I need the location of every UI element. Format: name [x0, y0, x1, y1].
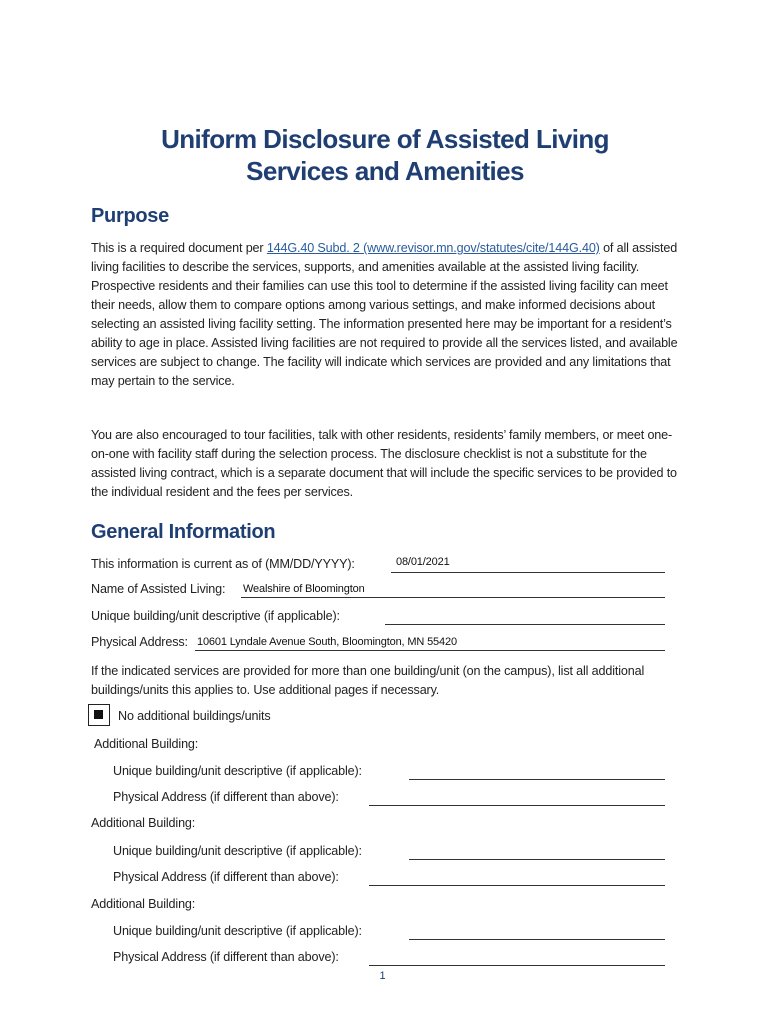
current-as-of-label: This information is current as of (MM/DD/YYYY): [91, 557, 355, 571]
additional-building-1-address-row [113, 786, 665, 806]
purpose-paragraph-1 [91, 239, 681, 391]
unique-building-row [91, 605, 665, 625]
additional-building-1-unique-underline [409, 779, 665, 780]
additional-building-3-address-underline [369, 965, 665, 966]
additional-building-1-address-underline [369, 805, 665, 806]
additional-building-2-address-label: Physical Address (if different than above): [113, 870, 339, 884]
assisted-living-name-row [91, 578, 665, 598]
general-information-heading: General Information [91, 521, 276, 543]
page-number: 1 [379, 970, 386, 982]
additional-building-1-heading: Additional Building: [94, 737, 199, 751]
additional-building-1-unique-row [113, 760, 665, 780]
additional-building-2-unique-row [113, 840, 665, 860]
assisted-living-name-field[interactable]: Wealshire of Bloomington [243, 583, 365, 595]
additional-building-3-unique-underline [409, 939, 665, 940]
current-as-of-field[interactable]: 08/01/2021 [396, 556, 450, 568]
additional-building-3-address-row [113, 946, 665, 966]
additional-building-3-unique-label: Unique building/unit descriptive (if applicable): [113, 924, 362, 938]
current-as-of-row [91, 553, 665, 573]
additional-building-2-unique-underline [409, 859, 665, 860]
additional-building-3-heading: Additional Building: [91, 897, 196, 911]
multiple-buildings-note: If the indicated services are provided for more than one building/unit (on the campus), list all additional buildings/units this applies to. Use additional pages if necessary. [91, 664, 645, 697]
assisted-living-name-label: Name of Assisted Living: [91, 582, 226, 596]
document-title-line-2: Services and Amenities [246, 156, 524, 186]
physical-address-field[interactable]: 10601 Lyndale Avenue South, Bloomington, MN 55420 [197, 636, 457, 648]
additional-building-1-unique-label: Unique building/unit descriptive (if applicable): [113, 764, 362, 778]
document-title-line-1: Uniform Disclosure of Assisted Living [161, 124, 609, 154]
no-additional-buildings-label: No additional buildings/units [118, 709, 271, 723]
assisted-living-name-underline [241, 597, 665, 598]
additional-building-2-address-underline [369, 885, 665, 886]
purpose-heading: Purpose [91, 205, 169, 227]
additional-building-3-unique-row [113, 920, 665, 940]
no-additional-buildings-checkbox[interactable] [88, 704, 110, 726]
additional-building-1-address-label: Physical Address (if different than above): [113, 790, 339, 804]
additional-building-2-address-row [113, 866, 665, 886]
additional-building-3-address-label: Physical Address (if different than above): [113, 950, 339, 964]
purpose-p1-body: of all assisted living facilities to describe the services, supports, and amenities available at the assisted living facility. Prospective residents and their families can use this tool to determine if the assisted living facility can meet their needs, allow them to compare options among various settings, and make informed decisions about selecting an assisted living facility setting. The information presented here may be important for a resident’s ability to age in place. Assisted living facilities are not required to provide all the services listed, and available services are subject to change. The facility will indicate which services are provided and any limitations that may pertain to the service. [91, 241, 678, 388]
physical-address-row [91, 631, 665, 651]
physical-address-underline [195, 650, 665, 651]
additional-building-2-unique-label: Unique building/unit descriptive (if applicable): [113, 844, 362, 858]
statute-link[interactable]: 144G.40 Subd. 2 (www.revisor.mn.gov/statutes/cite/144G.40) [266, 241, 600, 255]
unique-building-underline [385, 624, 665, 625]
checkbox-checked-mark [94, 710, 103, 719]
physical-address-label: Physical Address: [91, 635, 188, 649]
current-as-of-underline [391, 572, 665, 573]
purpose-p1-intro: This is a required document per [91, 241, 267, 255]
unique-building-label: Unique building/unit descriptive (if applicable): [91, 609, 340, 623]
purpose-paragraph-2: You are also encouraged to tour facilities, talk with other residents, residents’ family members, or meet one-on-one with facility staff during the selection process. The disclosure checklist is not a substitute for the assisted living contract, which is a separate document that will include the specific services to be provided to the individual resident and the fees per services. [91, 428, 677, 499]
additional-building-2-heading: Additional Building: [91, 816, 196, 830]
